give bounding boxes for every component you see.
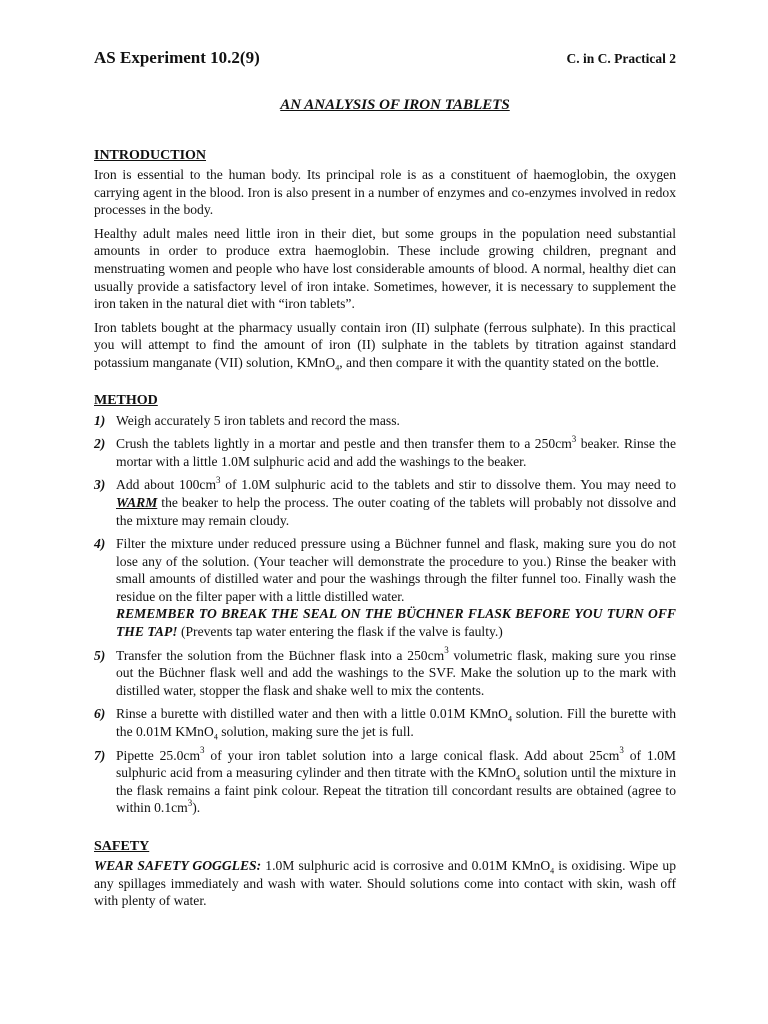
step-number: 1) bbox=[94, 412, 106, 428]
intro-paragraph-3: Iron tablets bought at the pharmacy usually contain iron (II) sulphate (ferrous sulphate). In this practical you will attempt to find the amount of iron (II) sulphate in the tablets by titration against standard potassium manganate (VII) solution, KMnO$_4$, and then compare it with the quantity stated on the bottle. bbox=[94, 319, 676, 373]
method-step-4: 4) Filter the mixture under reduced pressure using a Büchner funnel and flask, making sure you do not lose any of the solution. (Your teacher will demonstrate the procedure to you.) Rinse the beaker with small amounts of distilled water and pour the washings through the filter funnel too. Finally wash the residue on the filter paper with a little distilled water. REMEMBER TO BREAK THE SEAL ON THE BÜCHNER FLASK BEFORE YOU TURN OFF THE TAP! (Prevents tap water entering the flask if the valve is faulty.) bbox=[94, 536, 676, 640]
method-step-6: 6) Rinse a burette with distilled water and then with a little 0.01M KMnO$_4$ solution. Fill the burette with the 0.01M KMnO$_4$ solution, making sure the jet is full. bbox=[94, 706, 676, 742]
document-title: AN ANALYSIS OF IRON TABLETS bbox=[280, 97, 510, 113]
method-heading: METHOD bbox=[94, 392, 158, 408]
document-page bbox=[94, 48, 676, 910]
safety-heading: SAFETY bbox=[94, 839, 150, 854]
method-steps bbox=[94, 412, 676, 817]
warm-emphasis: WARM bbox=[116, 494, 158, 510]
step-number: 5) bbox=[94, 647, 106, 663]
step-number: 2) bbox=[94, 436, 106, 452]
experiment-number: AS Experiment 10.2(9) bbox=[94, 48, 260, 67]
course-reference: C. in C. Practical 2 bbox=[566, 51, 676, 66]
safety-goggles-warning: WEAR SAFETY GOGGLES: bbox=[94, 858, 262, 873]
step-number: 3) bbox=[94, 477, 106, 493]
method-step-2: 2) Crush the tablets lightly in a mortar and pestle and then transfer them to a $250cm^3$ beaker. Rinse the mortar with a little 1.0M sulphuric acid and add the washings to the beaker. bbox=[94, 433, 676, 469]
page-header bbox=[94, 48, 676, 68]
method-step-5: 5) Transfer the solution from the Büchner flask into a $250cm^3$ volumetric flask, making sure you rinse out the Büchner flask well and add the washings to the SVF. Make the solution up to the mark with distilled water, stopper the flask and shake well to mix the contents. bbox=[94, 645, 677, 698]
intro-paragraph-2: Healthy adult males need little iron in their diet, but some groups in the population need substantial amounts in order to produce extra haemoglobin. These include growing children, pregnant and menstruating women and people who have lost considerable amounts of blood. A normal, healthy diet can usually provide a satisfactory level of iron intake. Sometimes, however, it is necessary to supplement the iron taken in the natural diet with “iron tablets”. bbox=[94, 225, 676, 312]
method-step-1: 1) Weigh accurately 5 iron tablets and record the mass. bbox=[94, 412, 400, 428]
safety-paragraph: WEAR SAFETY GOGGLES: 1.0M sulphuric acid is corrosive and 0.01M KMnO$_4$ is oxidising. Wipe up any spillages immediately and wash with water. Should solutions come into contact with skin, wash off with plenty of water. bbox=[94, 858, 676, 909]
buchner-seal-warning: REMEMBER TO BREAK THE SEAL ON THE BÜCHNER FLASK BEFORE YOU TURN OFF THE TAP! bbox=[116, 606, 676, 640]
introduction-heading: INTRODUCTION bbox=[94, 148, 207, 163]
method-step-7: 7) Pipette $25.0cm^3$ of your iron tablet solution into a large conical flask. Add about $25cm^3$ of 1.0M sulphuric acid from a measuring cylinder and then titrate with the KMnO$_4$ solution until the mixture in the flask remains a faint pink colour. Repeat the titration till concordant results are obtained (agree to within $0.1cm^3$). bbox=[94, 745, 676, 816]
step-number: 7) bbox=[94, 747, 106, 763]
intro-paragraph-1: Iron is essential to the human body. Its principal role is as a constituent of haemoglobin, the oxygen carrying agent in the blood. Iron is also present in a number of enzymes and co-enzymes involved in redox processes in the body. bbox=[94, 167, 676, 218]
method-step-3: 3) Add about $100cm^3$ of 1.0M sulphuric acid to the tablets and stir to dissolve them. You may need to WARM the beaker to help the process. The outer coating of the tablets will probably not dissolve and the mixture may remain cloudy. bbox=[94, 474, 676, 528]
step-number: 4) bbox=[94, 536, 106, 552]
step-number: 6) bbox=[94, 706, 106, 722]
